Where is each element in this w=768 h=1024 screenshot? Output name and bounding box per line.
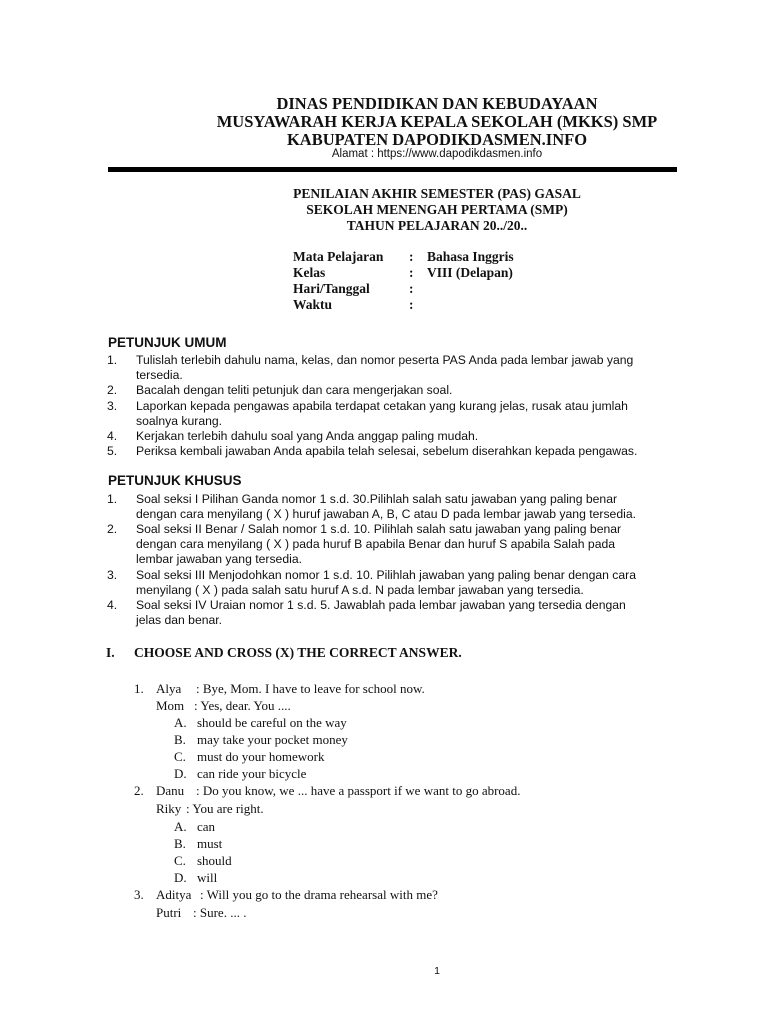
option-text: can ride your bicycle xyxy=(197,766,307,781)
page-number: 1 xyxy=(434,965,440,977)
header-divider xyxy=(108,167,677,172)
info-colon: : xyxy=(409,297,414,312)
dialog-speaker: Mom xyxy=(156,698,185,713)
option-letter: C. xyxy=(174,853,186,868)
petunjuk-khusus-heading: PETUNJUK KHUSUS xyxy=(108,473,242,488)
exam-title: PENILAIAN AKHIR SEMESTER (PAS) GASAL xyxy=(293,186,581,201)
option-letter: C. xyxy=(174,749,186,764)
header-institution: DINAS PENDIDIKAN DAN KEBUDAYAAN xyxy=(276,94,598,113)
list-item-text: Soal seksi II Benar / Salah nomor 1 s.d. 10. Pilihlah salah satu jawaban yang paling benar xyxy=(136,522,622,536)
info-label: Waktu xyxy=(293,297,333,312)
info-value: Bahasa Inggris xyxy=(427,249,514,264)
option-letter: A. xyxy=(174,819,187,834)
section-number: I. xyxy=(106,645,115,660)
header-address: Alamat : https://www.dapodikdasmen.info xyxy=(331,148,543,160)
list-item-text: tersedia. xyxy=(136,368,183,382)
section-title: CHOOSE AND CROSS (X) THE CORRECT ANSWER. xyxy=(134,645,462,660)
list-item-number: 4. xyxy=(107,598,118,612)
option-text: should be careful on the way xyxy=(197,715,347,730)
info-colon: : xyxy=(409,249,414,264)
header-organization: MUSYAWARAH KERJA KEPALA SEKOLAH (MKKS) SMP xyxy=(216,112,658,131)
list-item-number: 4. xyxy=(107,429,118,443)
list-item-text: dengan cara menyilang ( X ) pada huruf B apabila Benar dan huruf S apabila Salah pada xyxy=(136,537,616,551)
exam-year: TAHUN PELAJARAN 20../20.. xyxy=(346,218,528,233)
option-letter: A. xyxy=(174,715,187,730)
option-text: may take your pocket money xyxy=(197,732,348,747)
list-item-text: Bacalah dengan teliti petunjuk dan cara mengerjakan soal. xyxy=(136,383,453,397)
dialog-speaker: Danu xyxy=(156,783,185,798)
info-label: Hari/Tanggal xyxy=(293,281,370,296)
dialog-line: : Bye, Mom. I have to leave for school now. xyxy=(196,681,425,696)
list-item-number: 5. xyxy=(107,444,118,458)
info-colon: : xyxy=(409,281,414,296)
question-number: 2. xyxy=(134,783,144,798)
list-item-text: Laporkan kepada pengawas apabila terdapat cetakan yang kurang jelas, rusak atau jumlah xyxy=(136,399,628,413)
list-item-text: Kerjakan terlebih dahulu soal yang Anda anggap paling mudah. xyxy=(136,429,479,443)
dialog-line: : Sure. ... . xyxy=(193,905,247,920)
option-text: can xyxy=(197,819,216,834)
list-item-number: 2. xyxy=(107,383,118,397)
petunjuk-umum-heading: PETUNJUK UMUM xyxy=(108,335,227,350)
option-text: must do your homework xyxy=(197,749,325,764)
info-label: Kelas xyxy=(293,265,326,280)
option-text: will xyxy=(197,870,218,885)
list-item-text: soalnya kurang. xyxy=(136,414,223,428)
list-item-text: Tulislah terlebih dahulu nama, kelas, dan nomor peserta PAS Anda pada lembar jawab yang xyxy=(136,353,634,367)
info-label: Mata Pelajaran xyxy=(293,249,384,264)
list-item-number: 2. xyxy=(107,522,118,536)
dialog-speaker: Alya xyxy=(156,681,182,696)
list-item-text: menyilang ( X ) pada salah satu huruf A s.d. N pada lembar jawaban yang tersedia. xyxy=(136,583,584,597)
option-letter: D. xyxy=(174,870,187,885)
question-number: 1. xyxy=(134,681,144,696)
list-item-text: lembar jawaban yang tersedia. xyxy=(136,552,302,566)
info-colon: : xyxy=(409,265,414,280)
info-value: VIII (Delapan) xyxy=(427,265,513,280)
list-item-number: 1. xyxy=(107,353,118,367)
dialog-line: : Will you go to the drama rehearsal with me? xyxy=(200,887,438,902)
list-item-text: Soal seksi IV Uraian nomor 1 s.d. 5. Jawablah pada lembar jawaban yang tersedia dengan xyxy=(136,598,626,612)
dialog-speaker: Aditya xyxy=(156,887,192,902)
option-letter: B. xyxy=(174,732,186,747)
dialog-line: : You are right. xyxy=(186,801,264,816)
list-item-text: dengan cara menyilang ( X ) huruf jawaban A, B, C atau D pada lembar jawab yang tersedia. xyxy=(136,507,636,521)
dialog-line: : Do you know, we ... have a passport if we want to go abroad. xyxy=(196,783,521,798)
list-item-number: 1. xyxy=(107,492,118,506)
list-item-text: Soal seksi I Pilihan Ganda nomor 1 s.d. 30.Pilihlah salah satu jawaban yang paling benar xyxy=(136,492,618,506)
header-region: KABUPATEN DAPODIKDASMEN.INFO xyxy=(286,130,588,149)
option-text: should xyxy=(197,853,232,868)
option-letter: B. xyxy=(174,836,186,851)
list-item-number: 3. xyxy=(107,568,118,582)
option-letter: D. xyxy=(174,766,187,781)
list-item-number: 3. xyxy=(107,399,118,413)
list-item-text: jelas dan benar. xyxy=(136,613,223,627)
question-number: 3. xyxy=(134,887,144,902)
dialog-speaker: Putri xyxy=(156,905,182,920)
option-text: must xyxy=(197,836,223,851)
list-item-text: Periksa kembali jawaban Anda apabila telah selesai, sebelum diserahkan kepada pengawas. xyxy=(136,444,638,458)
exam-school-level: SEKOLAH MENENGAH PERTAMA (SMP) xyxy=(306,202,568,217)
dialog-line: : Yes, dear. You .... xyxy=(194,698,291,713)
dialog-speaker: Riky xyxy=(156,801,182,816)
list-item-text: Soal seksi III Menjodohkan nomor 1 s.d. 10. Pilihlah jawaban yang paling benar dengan cara xyxy=(136,568,637,582)
